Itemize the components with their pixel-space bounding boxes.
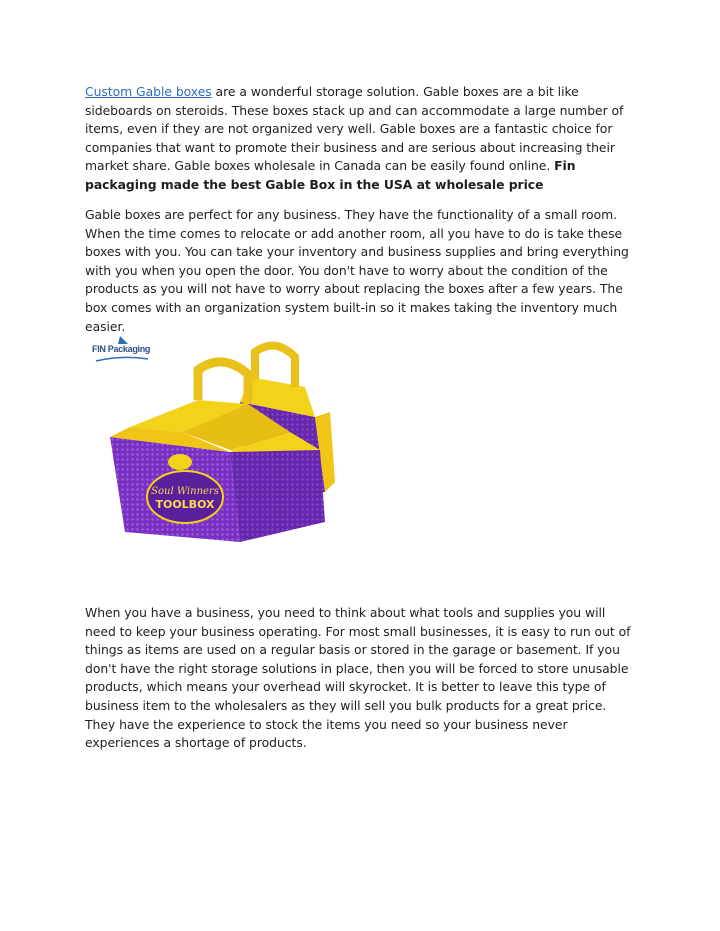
custom-gable-boxes-link[interactable]: Custom Gable boxes	[85, 84, 212, 99]
intro-text: are a wonderful storage solution. Gable boxes are a bit like sideboards on steroids. These boxes stack up and can accommodate a large number of items, even if they are not organized very well. Gable boxes are a fantastic choice for companies that want to promote their business and are serious about increasing their market share. Gable boxes wholesale in Canada can be easily found online.	[85, 84, 624, 174]
logo-text: FIN Packaging	[92, 344, 151, 354]
intro-bold-text: Fin packaging made the best Gable Box in the USA at wholesale price	[85, 158, 576, 192]
gable-box-image	[90, 332, 350, 557]
paragraph-functionality: Gable boxes are perfect for any business. They have the functionality of a small room. When the time comes to relocate or add another room, all you have to do is take these boxes with you. You can take your inventory and business supplies and bring everything with you when you open the door. You don't have to worry about the condition of the products as you will not have to worry about replacing the boxes after a few years. The box comes with an organization system built-in so it makes taking the inventory much easier.	[85, 207, 629, 334]
box-label-line2: TOOLBOX	[155, 498, 215, 511]
paragraph-intro	[85, 83, 635, 195]
box-label-line1: Soul Winners	[151, 486, 219, 497]
paragraph-business-tools: When you have a business, you need to think about what tools and supplies you will need to keep your business operating. For most small businesses, it is easy to run out of things as items are used on a regular basis or stored in the garage or basement. If you don't have the right storage solutions in place, then you will be forced to store unusable products, which means your overhead will skyrocket. It is better to leave this type of business item to the wholesalers as they will sell you bulk products for a great price. They have the experience to stock the items you need so your business never experiences a shortage of products.	[85, 605, 631, 751]
